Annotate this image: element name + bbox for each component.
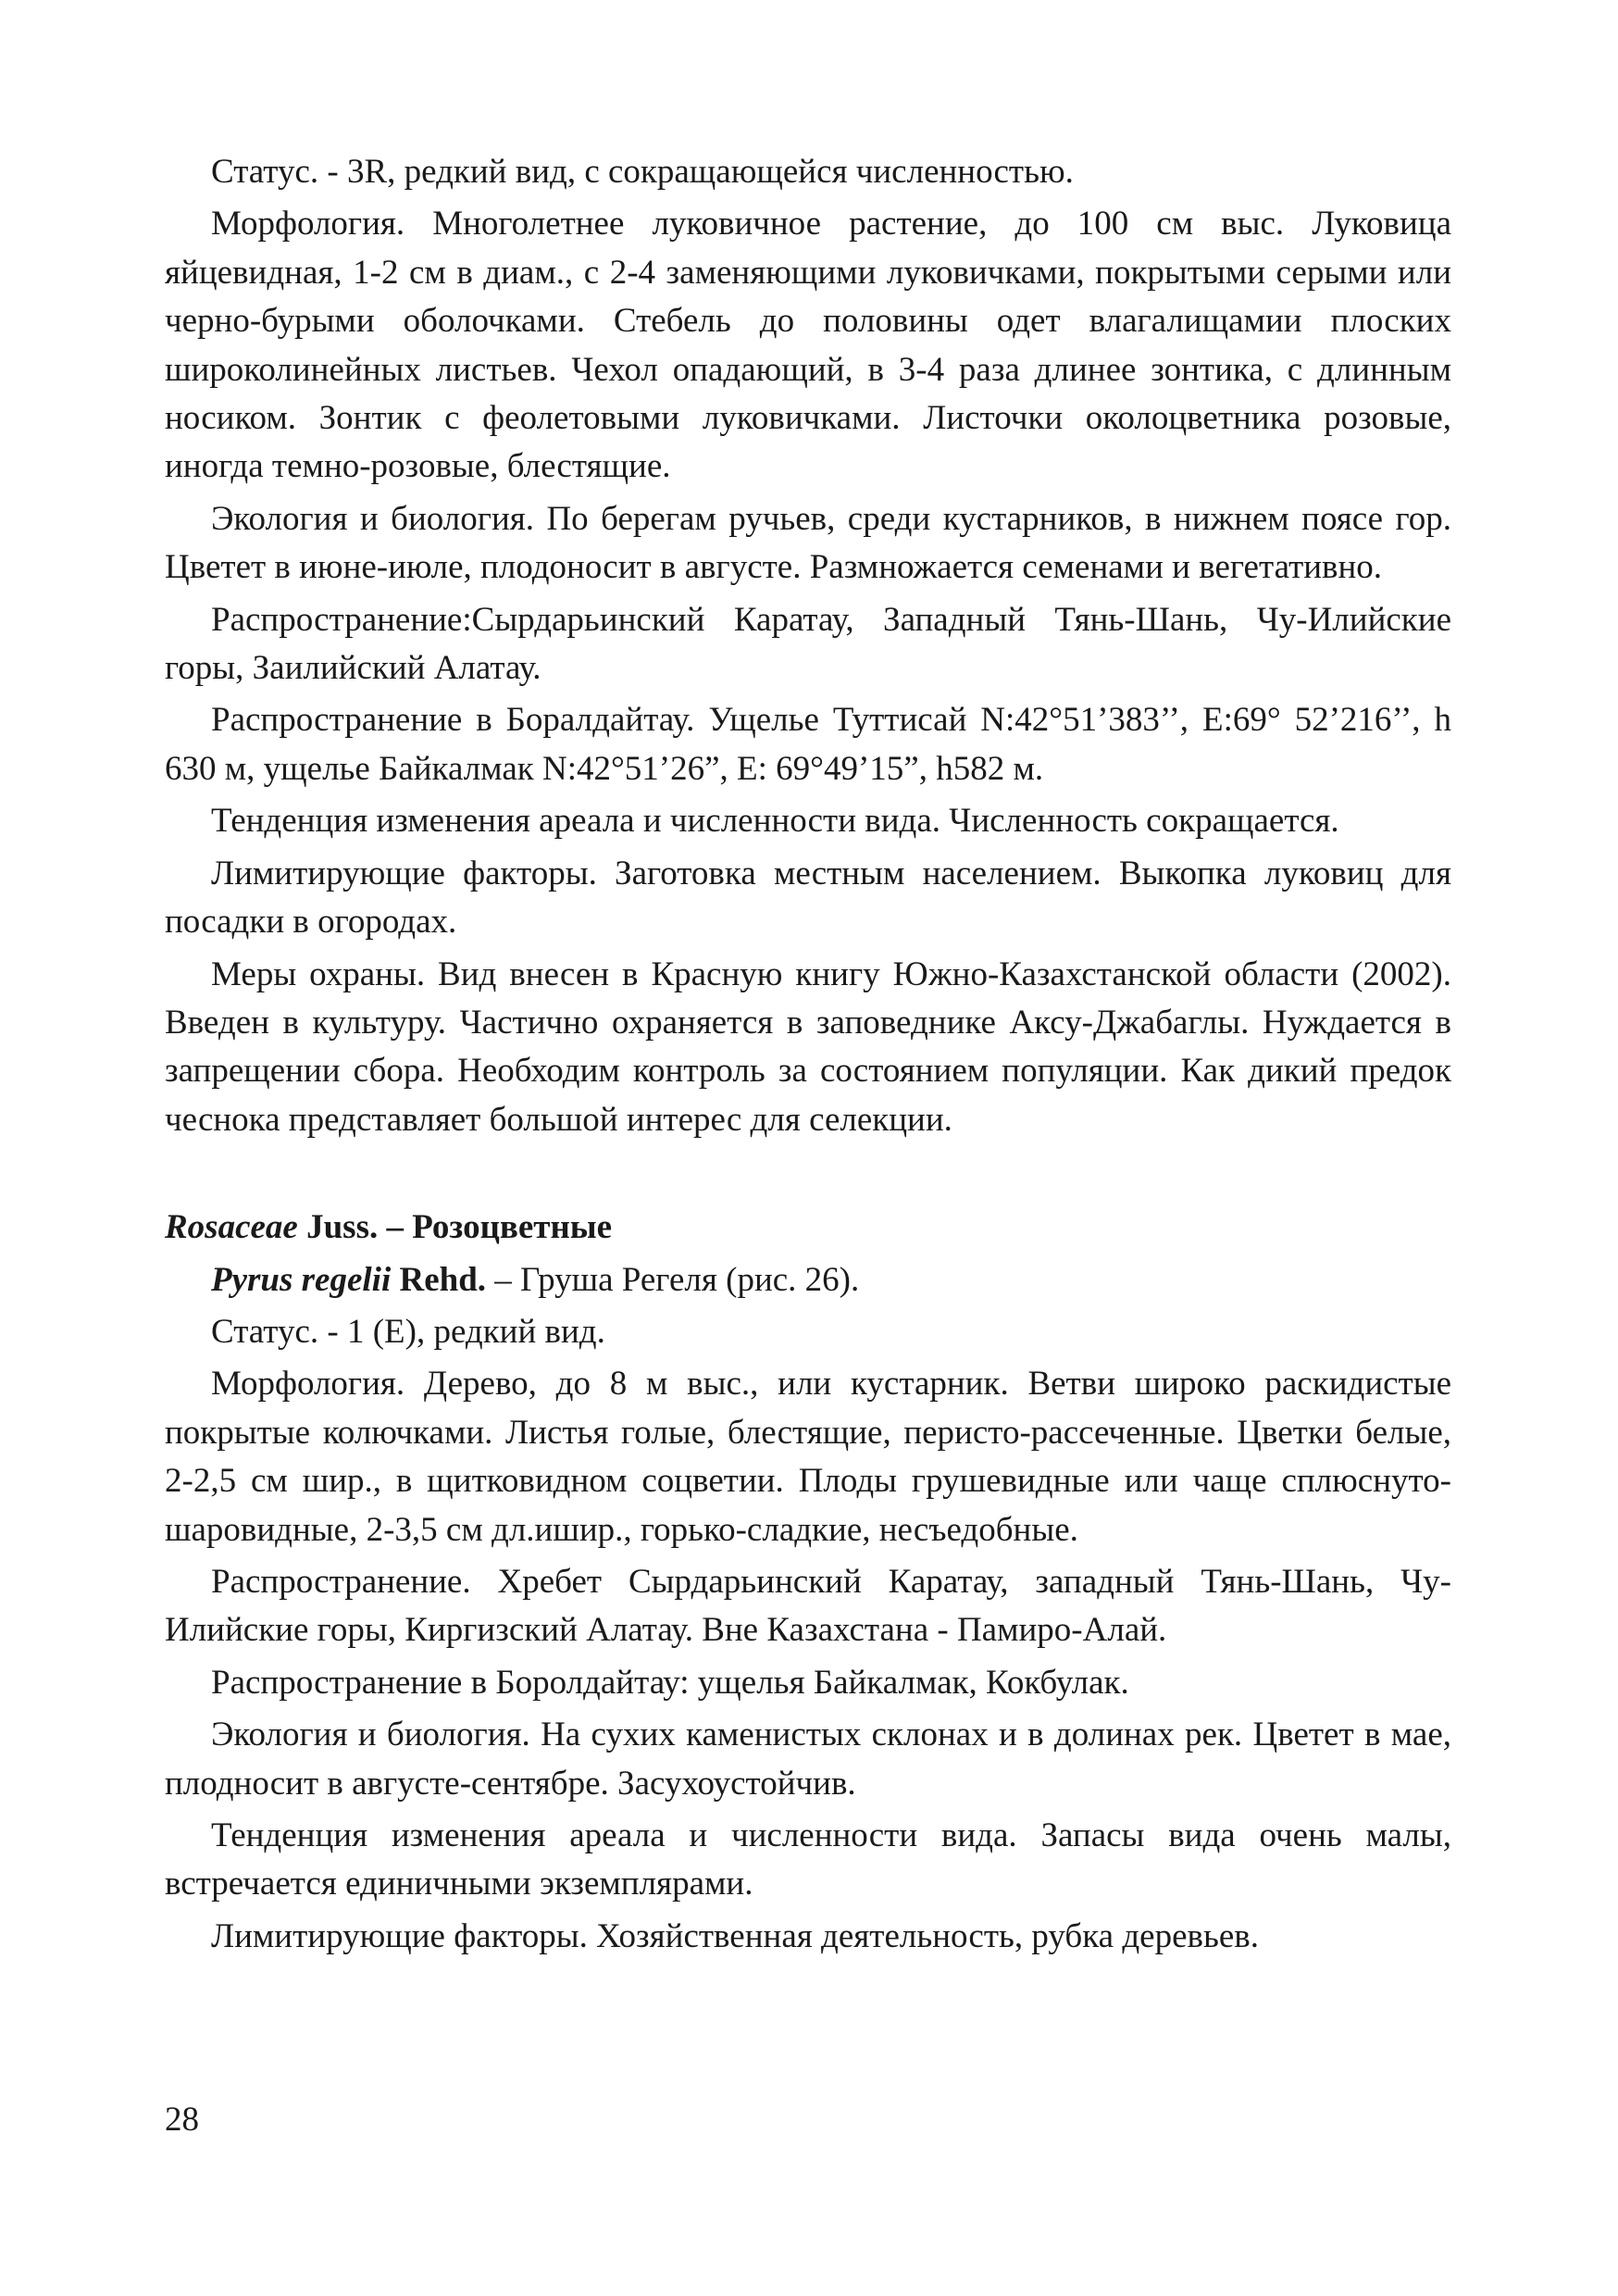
paragraph-trend: Тенденция изменения ареала и численности вида. Численность сокращается. [211, 802, 1339, 841]
section-gap [165, 1148, 1451, 1204]
paragraph-limiting-factors: Лимитирующие факторы. Хозяйственная деятельность, рубка деревьев. [211, 1916, 1259, 1955]
paragraph-protection: Меры охраны. Вид внесен в Красную книгу Южно-Казахстанской области (2002). Введен в культуру. Частично охраняется в заповеднике Аксу-Джабаглы. Нуждается в запрещении сбора. Необходим контроль за состоянием популяции. Как дикий предок чеснока представляет большой интерес для селекции. [165, 955, 1451, 1139]
page-body [165, 148, 1451, 1965]
family-latin-name: Rosaceae [165, 1208, 298, 1247]
paragraph-limiting-factors: Лимитирующие факторы. Заготовка местным населением. Выкопка луковиц для посадки в огородах. [165, 854, 1451, 942]
paragraph-trend: Тенденция изменения ареала и численности вида. Запасы вида очень малы, встречается единичными экземплярами. [165, 1816, 1451, 1903]
paragraph-morphology: Морфология. Дерево, до 8 м выс., или кустарник. Ветви широко раскидистые покрытые колючками. Листья голые, блестящие, перисто-рассеченные. Цветки белые, 2-2,5 см шир., в щитковидном соцветии. Плоды грушевидные или чаще сплюснуто-шаровидные, 2-3,5 см дл.ишир., горько-сладкие, несъедобные. [165, 1365, 1451, 1549]
species-heading-rest: – Груша Регеля (рис. 26). [486, 1260, 860, 1299]
page-number: 28 [165, 2101, 199, 2139]
paragraph-ecology: Экология и биология. По берегам ручьев, среди кустарников, в нижнем поясе гор. Цветет в июне-июле, плодоносит в августе. Размножается семенами и вегетативно. [165, 499, 1451, 587]
paragraph-status: Статус. - 3R, редкий вид, с сокращающейся численностью. [211, 153, 1074, 191]
species-latin-name: Pyrus regelii [211, 1260, 392, 1299]
paragraph-ecology: Экология и биология. На сухих каменистых склонах и в долинах рек. Цветет в мае, плодносит в августе-сентябре. Засухоустойчив. [165, 1716, 1451, 1803]
paragraph-distribution: Распространение. Хребет Сырдарьинский Каратау, западный Тянь-Шань, Чу-Илийские горы, Киргизский Алатау. Вне Казахстана - Памиро-Алай. [165, 1562, 1451, 1650]
family-heading [165, 1204, 1451, 1252]
paragraph-distribution: Распространение:Сырдарьинский Каратау, Западный Тянь-Шань, Чу-Илийские горы, Заилийский Алатау. [165, 600, 1451, 688]
species-author: Rehd. [391, 1260, 487, 1299]
species-heading [165, 1256, 1451, 1304]
paragraph-morphology: Морфология. Многолетнее луковичное растение, до 100 см выс. Луковица яйцевидная, 1-2 см в диам., с 2-4 заменяющими луковичками, покрытыми серыми или черно-бурыми оболочками. Стебель до половины одет влагалищамии плоских широколинейных листьев. Чехол опадающий, в 3-4 раза длинее зонтика, с длинным носиком. Зонтик с феолетовыми луковичками. Листочки околоцветника розовые, иногда темно-розовые, блестящие. [165, 205, 1451, 486]
paragraph-distribution-local: Распространение в Боролдайтау: ущелья Байкалмак, Кокбулак. [211, 1663, 1129, 1702]
paragraph-distribution-local: Распространение в Боралдайтау. Ущелье Туттисай N:42°51’383’’, E:69° 52’216’’, h 630 м, ущелье Байкалмак N:42°51’26”, E: 69°49’15”, h582 м. [165, 701, 1451, 788]
paragraph-status: Статус. - 1 (E), редкий вид. [211, 1312, 605, 1351]
family-heading-rest: Juss. – Розоцветные [297, 1208, 613, 1247]
